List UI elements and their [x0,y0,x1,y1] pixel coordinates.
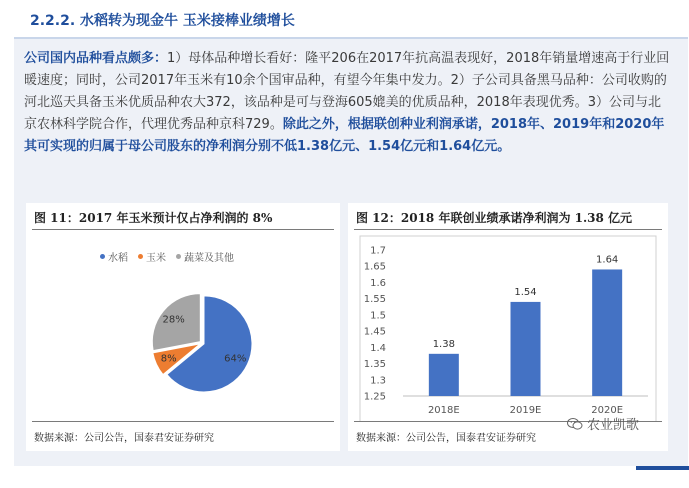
y-tick-label: 1.35 [363,359,386,371]
legend-label: 玉米 [146,253,166,264]
y-tick-label: 1.5 [370,310,386,322]
figure-pie [26,203,340,451]
paragraph-lead: 公司国内品种看点颇多： [24,51,168,66]
figure-caption: 图 11：2017 年玉米预计仅占净利润的 8% [34,211,273,225]
y-tick-label: 1.4 [370,342,386,354]
bar-data-label: 1.38 [432,338,455,350]
bar-data-label: 1.64 [596,254,619,266]
bar-chart [348,230,668,422]
y-tick-label: 1.45 [363,326,386,338]
watermark [567,414,639,433]
bar [592,269,622,396]
bottom-accent-bar [636,466,689,470]
caption-rule [32,229,334,230]
pie-data-label: 64% [224,353,247,365]
paragraph-body: 1）母体品种增长看好：隆平206在2017年抗高温表现好，2018年销量增速高于行业回暖速度；同时，公司2017年玉米有10余个国审品种，有望今年集中发力。2）子公司具备黑马品种：公司收购的河北巡天具备玉米优质品种农大372，该品种是可与登海605媲美的优质品种，2018年表现优秀。3）公司与北京农林科学院合作，代理优秀品种京科729。 [24,51,670,132]
figure-source: 数据来源：公司公告，国泰君安证券研究 [34,433,214,444]
watermark-text: 农业凯歌 [587,418,640,433]
x-tick-label: 2020E [591,405,624,416]
section-title: 2.2.2. 水稻转为现金牛 玉米接棒业绩增长 [30,13,295,29]
bar [511,302,541,396]
y-tick-label: 1.25 [363,391,386,403]
wechat-icon [567,417,583,431]
y-tick-label: 1.55 [363,294,386,306]
y-tick-label: 1.6 [370,277,386,289]
pie-data-label: 8% [160,353,177,365]
y-tick-label: 1.65 [363,261,386,273]
legend-label: 水稻 [108,253,128,264]
body-paragraph [24,48,672,158]
source-rule [32,421,334,422]
figure-caption: 图 12：2018 年联创业绩承诺净利润为 1.38 亿元 [356,211,633,225]
figure-source: 数据来源：公司公告，国泰君安证券研究 [356,433,536,444]
pie-data-label: 28% [162,314,185,326]
x-tick-label: 2018E [427,405,460,416]
y-tick-label: 1.3 [370,375,386,387]
legend-label: 蔬菜及其他 [184,253,234,264]
paragraph-highlight: 除此之外，根据联创种业利润承诺，2018年、2019年和2020年其可实现的归属于母公司股东的净利润分别不低1.38亿元、1.54亿元和1.64亿元。 [24,117,665,154]
pie-chart [26,231,340,421]
bar-data-label: 1.54 [514,286,537,298]
bar [429,354,459,396]
x-tick-label: 2019E [509,405,542,416]
y-tick-label: 1.7 [370,245,386,257]
